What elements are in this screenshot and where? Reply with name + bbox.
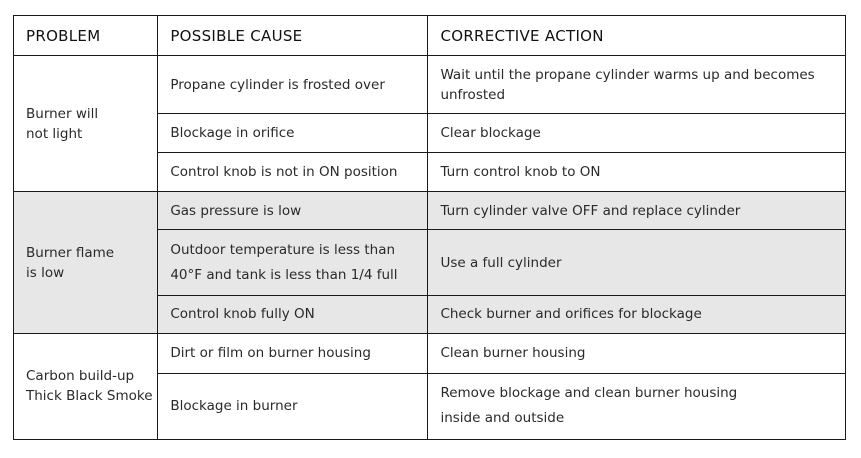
action-cell: Turn control knob to ON: [428, 153, 846, 192]
problem-line: Burner will: [26, 105, 99, 122]
problem-cell: [14, 56, 158, 192]
action-line: unfrosted: [440, 86, 506, 103]
table-row: [14, 56, 846, 114]
problem-line: Burner flame: [26, 244, 115, 261]
troubleshooting-table: [13, 15, 846, 440]
cause-cell: Blockage in orifice: [158, 114, 428, 153]
problem-line: Thick Black Smoke: [26, 388, 153, 405]
problem-line: not light: [26, 125, 83, 142]
header-corrective-action: CORRECTIVE ACTION: [428, 16, 846, 56]
action-cell: Turn cylinder valve OFF and replace cylinder: [428, 192, 846, 230]
action-line: Remove blockage and clean burner housing: [440, 385, 738, 402]
action-cell: [428, 56, 846, 114]
cause-cell: Gas pressure is low: [158, 192, 428, 230]
header-problem: PROBLEM: [14, 16, 158, 56]
header-row: [14, 16, 846, 56]
problem-line: is low: [26, 264, 65, 281]
action-cell: Check burner and orifices for blockage: [428, 295, 846, 333]
table-row: [14, 192, 846, 230]
action-cell: Use a full cylinder: [428, 230, 846, 295]
cause-cell: [158, 230, 428, 295]
problem-line: Carbon build-up: [26, 368, 135, 385]
cause-line: Outdoor temperature is less than: [170, 241, 396, 258]
action-cell: Clear blockage: [428, 114, 846, 153]
cause-cell: Control knob is not in ON position: [158, 153, 428, 192]
cause-cell: Blockage in burner: [158, 373, 428, 439]
cause-line: 40°F and tank is less than 1/4 full: [170, 266, 398, 283]
problem-cell: [14, 192, 158, 333]
header-possible-cause: POSSIBLE CAUSE: [158, 16, 428, 56]
action-cell: Clean burner housing: [428, 333, 846, 373]
cause-cell: Propane cylinder is frosted over: [158, 56, 428, 114]
table-row: [14, 333, 846, 373]
action-line: Wait until the propane cylinder warms up and becomes: [440, 66, 815, 83]
problem-cell: [14, 333, 158, 439]
cause-cell: Dirt or film on burner housing: [158, 333, 428, 373]
action-line: inside and outside: [440, 410, 565, 427]
action-cell: [428, 373, 846, 439]
cause-cell: Control knob fully ON: [158, 295, 428, 333]
